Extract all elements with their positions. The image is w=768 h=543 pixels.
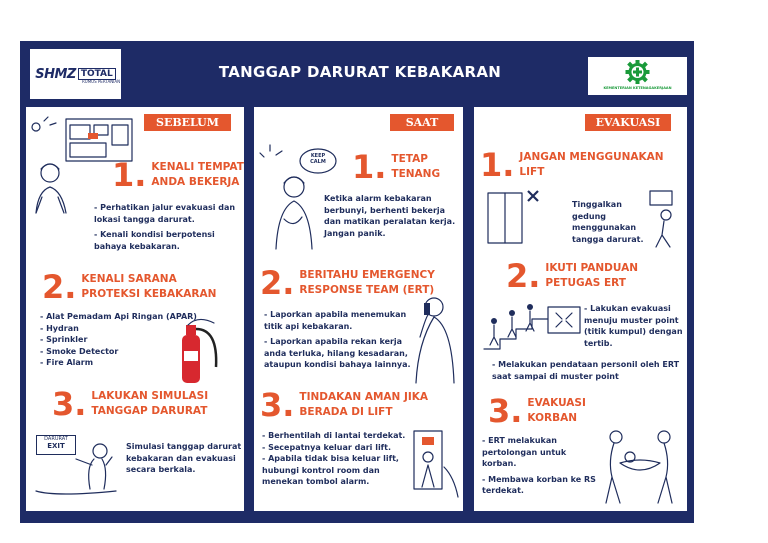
list-item: - Fire Alarm (40, 358, 94, 367)
step-beritahu-ert (260, 264, 435, 302)
step-number: 3. (260, 386, 295, 424)
step-text-block (94, 202, 244, 256)
step-title-line1: TETAP (391, 153, 428, 165)
list-item: - Smoke Detector (40, 346, 119, 356)
step-bullet: - Berhentilah di lantai terdekat. (262, 431, 406, 440)
step-number: 3. (488, 392, 523, 430)
step-title-line1: KENALI SARANA (81, 273, 177, 285)
step-title-line2: PROTEKSI KEBAKARAN (81, 288, 217, 300)
panel-saat (254, 107, 463, 511)
step-title-line2: RESPONSE TEAM (ERT) (299, 284, 435, 296)
keep-calm-bubble: KEEP CALM (310, 153, 326, 165)
page-title: TANGGAP DARURAT KEBAKARAN (218, 63, 502, 81)
ministry-caption: KEMENTERIAN KETENAGAKERJAAN (603, 86, 672, 90)
fire-extinguisher-icon (176, 317, 226, 387)
step-bullet: - Apabila tidak bisa keluar lift, hubungi kontrol room dan menekan tombol alarm. (262, 454, 399, 486)
step-text-block (264, 309, 414, 375)
running-person-illustration (36, 437, 116, 497)
list-item: - Alat Pemadam Api Ringan (APAR) (40, 312, 197, 321)
section-heading-saat: SAAT (390, 114, 454, 131)
logo-brand: SHMZ (35, 66, 76, 82)
step-evakuasi-korban (488, 392, 586, 430)
company-logo (29, 48, 122, 100)
step-kenali-tempat (112, 156, 244, 194)
step-text: Ketika alarm kebakaran berbunyi, berhenti bekerja dan matikan peralatan kerja. Jangan panik. (324, 194, 456, 238)
section-heading-sebelum: SEBELUM (144, 114, 231, 131)
logo-sub: RUMUS PERTANIAN (82, 79, 121, 84)
sign-label: DARURAT (44, 436, 68, 442)
step-bullet: - Laporkan apabila rekan kerja anda terluka, hilang kesadaran, ataupun kondisi bahaya lainnya. (264, 337, 411, 369)
step-lift-aman (260, 386, 429, 424)
ministry-logo (588, 57, 687, 95)
step-bullet: - Laporkan apabila menemukan titik api kebakaran. (264, 310, 407, 331)
step-number: 2. (260, 264, 295, 302)
step-bullet: - ERT melakukan pertolongan untuk korban. (482, 436, 567, 468)
no-lift-icon (484, 187, 544, 247)
step-bullet: - Perhatikan jalur evakuasi dan lokasi tangga darurat. (94, 203, 236, 224)
step-number: 1. (112, 156, 147, 194)
carry-victim-illustration (600, 427, 684, 507)
step-number: 1. (352, 148, 387, 186)
exit-door-person-illustration (646, 189, 682, 249)
step-bullet: - Lakukan evakuasi menuju muster point (titik kumpul) dengan tertib. (584, 304, 683, 348)
step-bullet: - Membawa korban ke RS terdekat. (482, 474, 596, 495)
step-title-line2: LIFT (519, 166, 545, 178)
step-title-line1: LAKUKAN SIMULASI (91, 390, 209, 402)
step-text: Tinggalkan gedung menggunakan tangga darurat. (572, 200, 644, 244)
phone-call-illustration (414, 293, 460, 383)
step-title-line2: TANGGAP DARURAT (91, 405, 208, 417)
section-heading-evakuasi: EVAKUASI (585, 114, 671, 131)
step-bullet: - Secepatnya keluar dari lift. (262, 442, 392, 452)
step-title-line1: EVAKUASI (527, 397, 586, 409)
step-ikuti-panduan (506, 257, 639, 295)
step-jangan-lift (480, 146, 664, 184)
list-item: - Sprinkler (40, 335, 88, 344)
step-simulasi (52, 385, 209, 423)
step-kenali-sarana (42, 268, 217, 306)
step-tetap-tenang (352, 148, 441, 186)
step-title-line2: BERADA DI LIFT (299, 406, 393, 418)
panel-sebelum (26, 107, 244, 511)
stairs-evacuation-illustration (484, 303, 594, 353)
step-text: Simulasi tanggap darurat kebakaran dan evakuasi secara berkala. (126, 442, 242, 474)
step-title-line1: TINDAKAN AMAN JIKA (299, 391, 429, 403)
list-item: - Hydran (40, 323, 79, 333)
step-title-line2: PETUGAS ERT (545, 277, 626, 289)
panel-evakuasi (474, 107, 687, 511)
step-title-line1: JANGAN MENGGUNAKAN (519, 151, 664, 163)
step-title-line2: ANDA BEKERJA (151, 176, 240, 188)
logo-brand-total: TOTAL (78, 68, 116, 80)
lift-alarm-illustration (410, 427, 460, 507)
exit-text: EXIT (47, 442, 65, 450)
step-title-line1: IKUTI PANDUAN (545, 262, 639, 274)
step-bullet: - Melakukan pendataan personil oleh ERT saat sampai di muster point (492, 360, 680, 381)
step-number: 2. (506, 257, 541, 295)
step-title-line1: BERITAHU EMERGENCY (299, 269, 435, 281)
step-text-block (262, 430, 412, 488)
step-number: 3. (52, 385, 87, 423)
step-number: 2. (42, 268, 77, 306)
step-bullet: - Kenali kondisi berpotensi bahaya kebakaran. (94, 230, 215, 251)
step-text-block (482, 435, 600, 501)
step-title-line2: TENANG (391, 168, 441, 180)
step-title-line1: KENALI TEMPAT (151, 161, 244, 173)
step-number: 1. (480, 146, 515, 184)
step-title-line2: KORBAN (527, 412, 578, 424)
